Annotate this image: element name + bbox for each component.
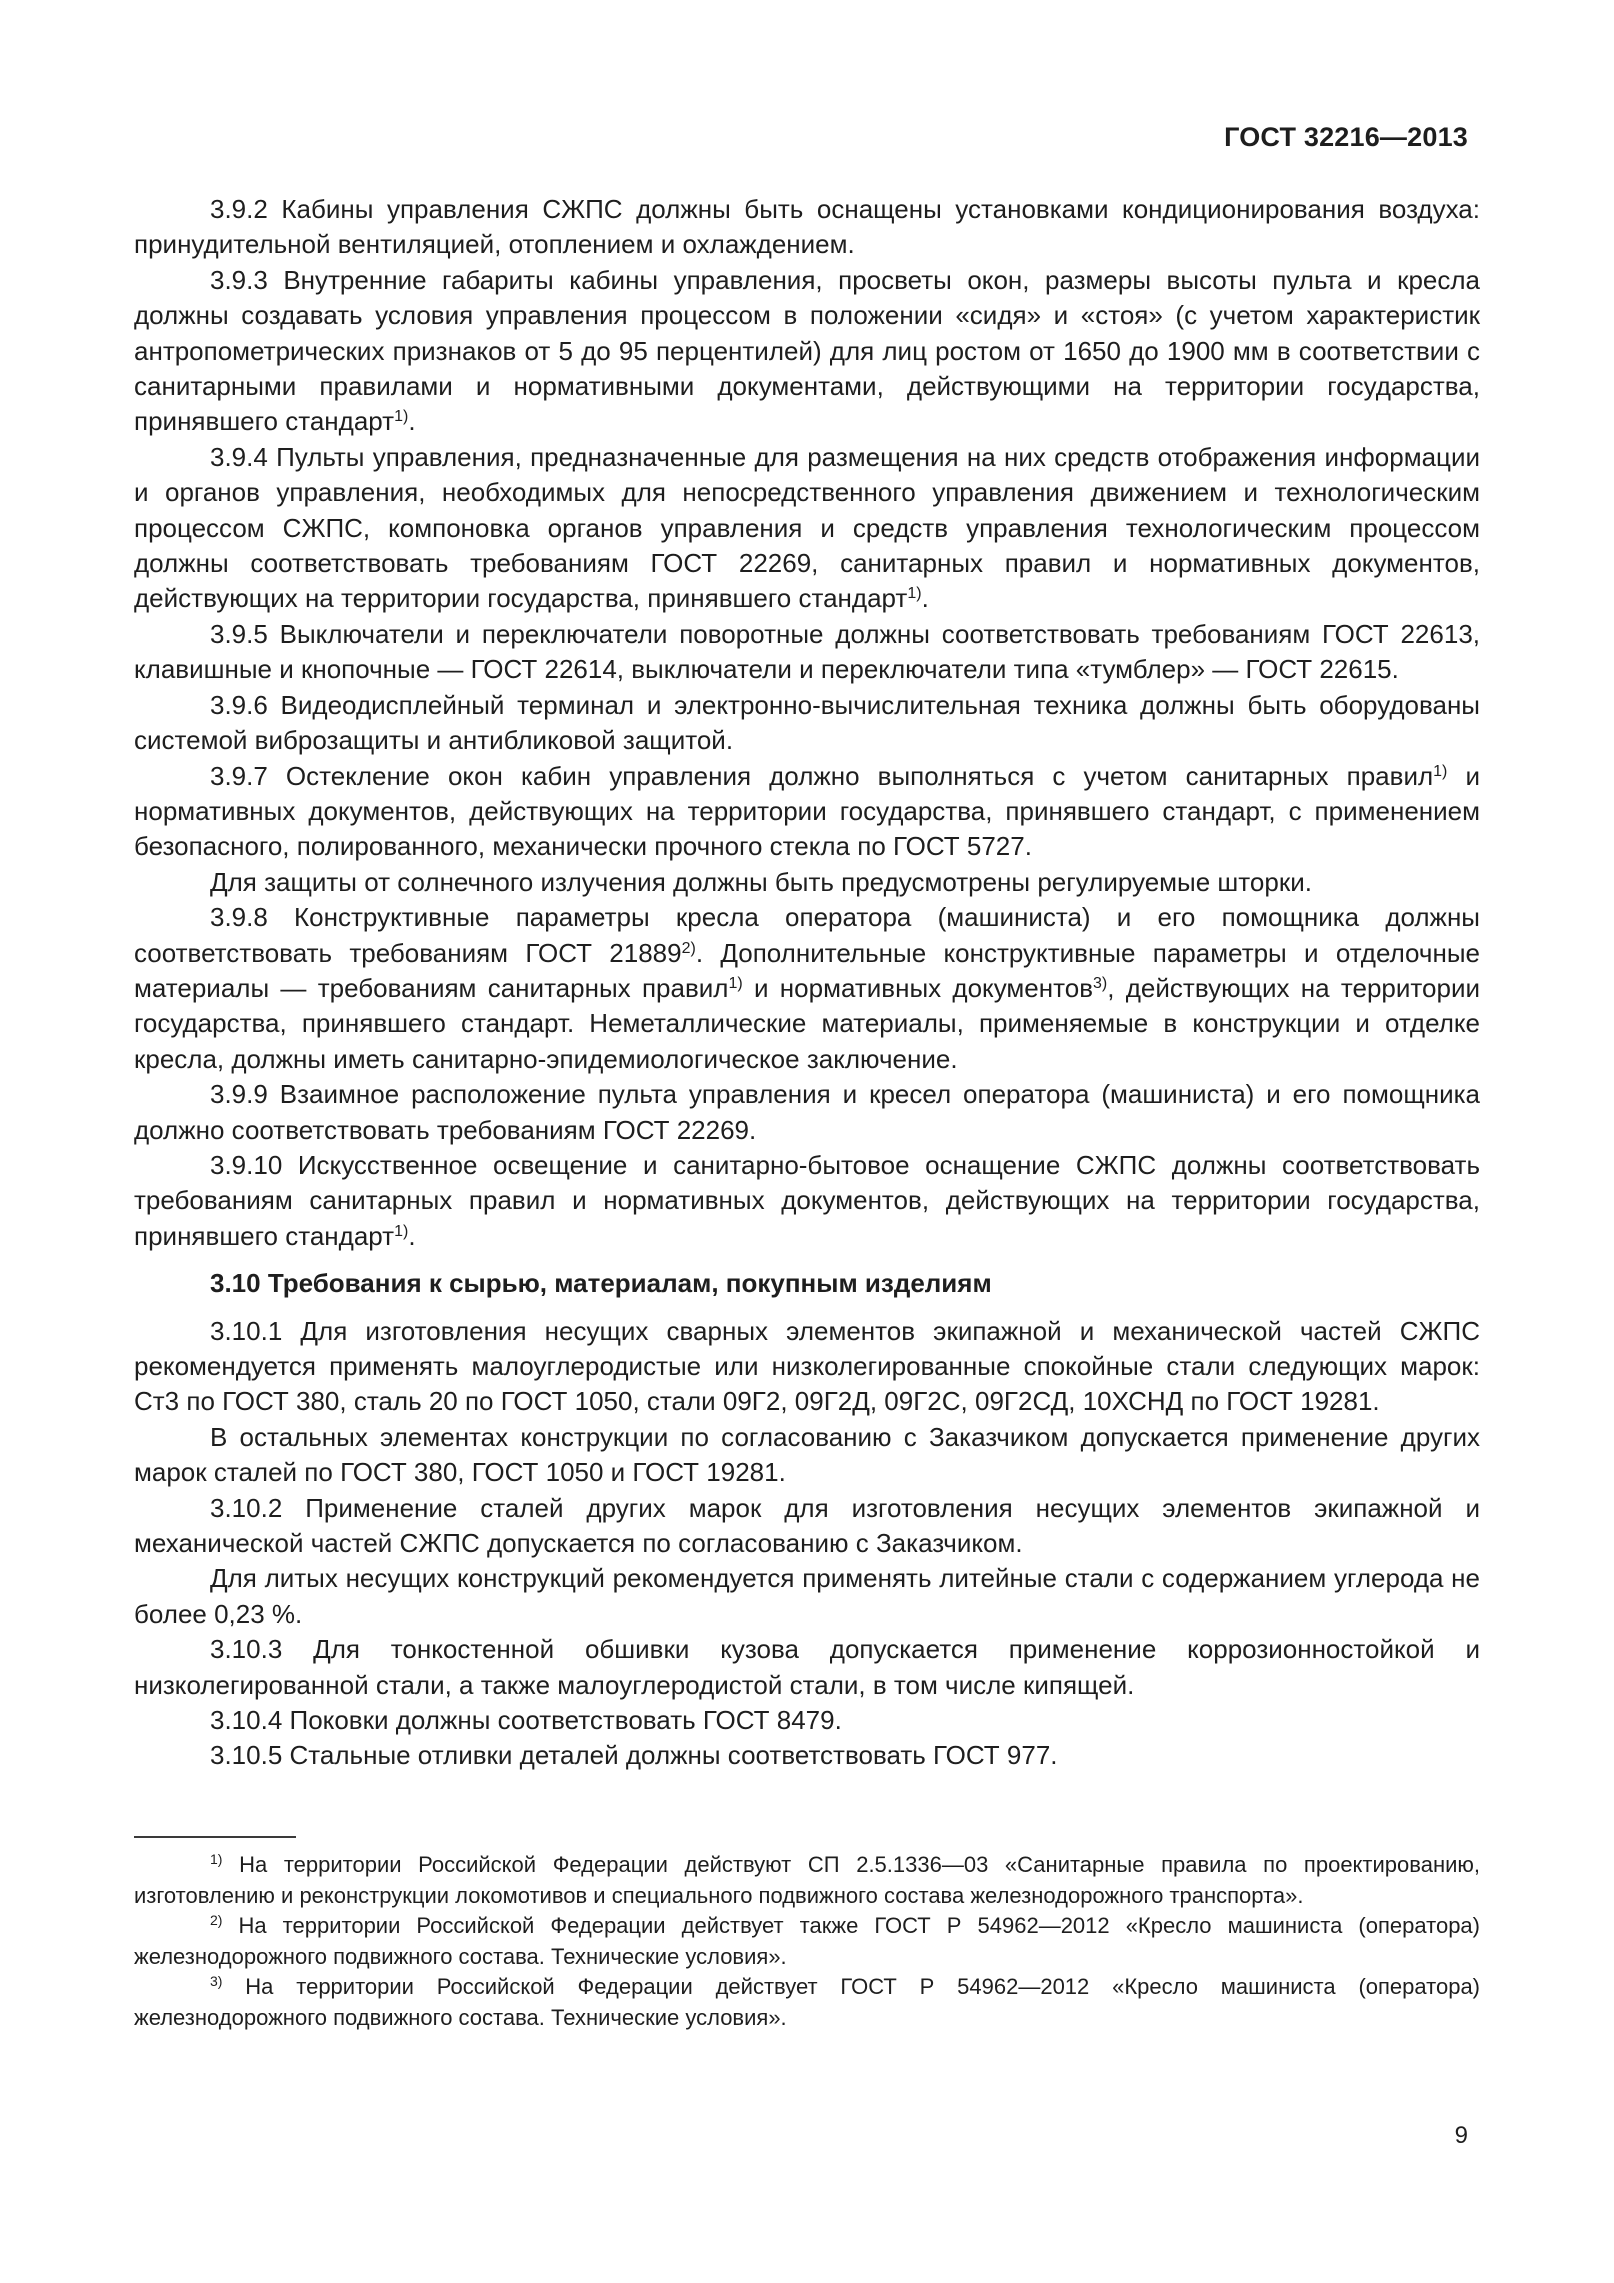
paragraph-text: . Дополнительные конструктивные параметры и отделочные материалы — требованиям санитарных правил xyxy=(134,937,1480,1003)
paragraph-sun-protection: Для защиты от солнечного излучения должны быть предусмотрены регулируемые шторки. xyxy=(210,866,1312,897)
paragraph-3-9-2: 3.9.2 Кабины управления СЖПС должны быть оснащены установками кондиционирования воздуха: принудительной вентиляцией, отоплением и охлаждением. xyxy=(134,194,1480,260)
paragraph-3-10-3: 3.10.3 Для тонкостенной обшивки кузова допускается применение коррозионностойкой и низколегированной стали, а также малоуглеродистой стали, в том числе кипящей. xyxy=(134,1634,1480,1700)
paragraph-3-10-5: 3.10.5 Стальные отливки деталей должны соответствовать ГОСТ 977. xyxy=(210,1740,1058,1771)
footnote-marker: 3) xyxy=(210,1973,223,1989)
footnote-divider xyxy=(134,1836,296,1838)
footnotes xyxy=(134,1850,1480,2033)
period: . xyxy=(408,406,416,437)
section-heading-3-10: 3.10 Требования к сырью, материалам, покупным изделиям xyxy=(210,1268,992,1299)
period: . xyxy=(408,1220,416,1251)
period: . xyxy=(921,583,929,614)
document-header: ГОСТ 32216—2013 xyxy=(1224,122,1468,152)
paragraph-text: и нормативных документов xyxy=(742,972,1094,1003)
footnote-ref-3: 3) xyxy=(1093,974,1108,992)
footnote-text: На территории Российской Федерации действуют СП 2.5.1336—03 «Санитарные правила по проектированию, изготовлению и реконструкции локомотивов и специального подвижного состава железнодорожного транспорта». xyxy=(134,1852,1480,1908)
paragraph-text: и нормативных документов, действующих на территории государства, принявшего стандарт, с применением безопасного, полированного, механически прочного стекла по ГОСТ 5727. xyxy=(134,760,1481,862)
footnote-ref-1: 1) xyxy=(394,1222,409,1240)
footnote-ref-1: 1) xyxy=(1433,762,1448,780)
paragraph-3-9-6: 3.9.6 Видеодисплейный терминал и электронно-вычислительная техника должны быть оборудованы системой виброзащиты и антибликовой защитой. xyxy=(134,689,1480,756)
paragraph-text: 3.9.4 Пульты управления, предназначенные для размещения на них средств отображения информации и органов управления, необходимых для непосредственного управления движением и технологическим процессом СЖПС, компоновка органов управления и средств управления технологическим процессом должны соответствовать требованиям ГОСТ 22269, санитарных правил и нормативных документов, действующих на территории государства, принявшего стандарт xyxy=(134,441,1480,614)
footnote-marker: 2) xyxy=(210,1912,223,1928)
paragraph-3-10-2-b: Для литых несущих конструкций рекомендуется применять литейные стали с содержанием углерода не более 0,23 %. xyxy=(134,1563,1480,1629)
footnote-ref-2: 2) xyxy=(681,939,696,957)
paragraph-3-9-3 xyxy=(134,263,1480,440)
paragraph-3-9-4 xyxy=(134,440,1480,617)
paragraph-3-9-9: 3.9.9 Взаимное расположение пульта управления и кресел оператора (машиниста) и его помощника должно соответствовать требованиям ГОСТ 22269. xyxy=(134,1079,1480,1145)
paragraph-3-9-7 xyxy=(134,759,1480,865)
main-content xyxy=(134,192,1480,1774)
footnote-text: На территории Российской Федерации действует также ГОСТ Р 54962—2012 «Кресло машиниста (оператора) железнодорожного подвижного состава. Технические условия». xyxy=(134,1913,1480,1969)
footnote-text: На территории Российской Федерации действует ГОСТ Р 54962—2012 «Кресло машиниста (оператора) железнодорожного подвижного состава. Технические условия». xyxy=(134,1974,1480,2030)
paragraph-3-10-1-b: В остальных элементах конструкции по согласованию с Заказчиком допускается применение других марок сталей по ГОСТ 380, ГОСТ 1050 и ГОСТ 19281. xyxy=(134,1421,1480,1488)
footnote-ref-1: 1) xyxy=(907,585,922,603)
paragraph-3-10-2: 3.10.2 Применение сталей других марок для изготовления несущих элементов экипажной и механической частей СЖПС допускается по согласованию с Заказчиком. xyxy=(134,1492,1480,1559)
footnote-3 xyxy=(134,1972,1480,2033)
paragraph-text: 3.9.8 Конструктивные параметры кресла оператора (машиниста) и его помощника должны соответствовать требованиям ГОСТ 21889 xyxy=(134,902,1480,968)
paragraph-3-9-5: 3.9.5 Выключатели и переключатели поворотные должны соответствовать требованиям ГОСТ 22613, клавишные и кнопочные — ГОСТ 22614, выключатели и переключатели типа «тумблер» — ГОСТ 22615. xyxy=(134,618,1480,685)
footnote-1 xyxy=(134,1850,1480,1911)
footnote-ref-1: 1) xyxy=(394,408,409,426)
paragraph-text: 3.9.3 Внутренние габариты кабины управления, просветы окон, размеры высоты пульта и кресла должны создавать условия управления процессом в положении «сидя» и «стоя» (с учетом характеристик антропометрических признаков от 5 до 95 перцентилей) для лиц ростом от 1650 до 1900 мм в соответствии с санитарными правилами и нормативными документами, действующими на территории государства, принявшего стандарт xyxy=(134,264,1480,437)
paragraph-3-10-4: 3.10.4 Поковки должны соответствовать ГОСТ 8479. xyxy=(210,1705,842,1736)
paragraph-text: , действующих на территории государства, принявшего стандарт. Неметаллические материалы, применяемые в конструкции и отделке кресла, должны иметь санитарно-эпидемиологическое заключение. xyxy=(134,972,1480,1074)
paragraph-3-9-10 xyxy=(134,1148,1480,1254)
footnote-2 xyxy=(134,1911,1480,1972)
paragraph-3-10-1: 3.10.1 Для изготовления несущих сварных элементов экипажной и механической частей СЖПС рекомендуется применять малоуглеродистые или низколегированные спокойные стали следующих марок: Ст3 по ГОСТ 380, сталь 20 по ГОСТ 1050, стали 09Г2, 09Г2Д, 09Г2С, 09Г2СД, 10ХСНД по ГОСТ 19281. xyxy=(134,1315,1480,1417)
paragraph-text: 3.9.10 Искусственное освещение и санитарно-бытовое оснащение СЖПС должны соответствовать требованиям санитарных правил и нормативных документов, действующих на территории государства, принявшего стандарт xyxy=(134,1149,1480,1251)
paragraph-text: 3.9.7 Остекление окон кабин управления должно выполняться с учетом санитарных правил xyxy=(210,760,1434,791)
footnote-marker: 1) xyxy=(210,1851,223,1867)
paragraph-3-9-8 xyxy=(134,900,1480,1077)
footnote-ref-1: 1) xyxy=(728,974,743,992)
page-number: 9 xyxy=(1454,2122,1468,2149)
